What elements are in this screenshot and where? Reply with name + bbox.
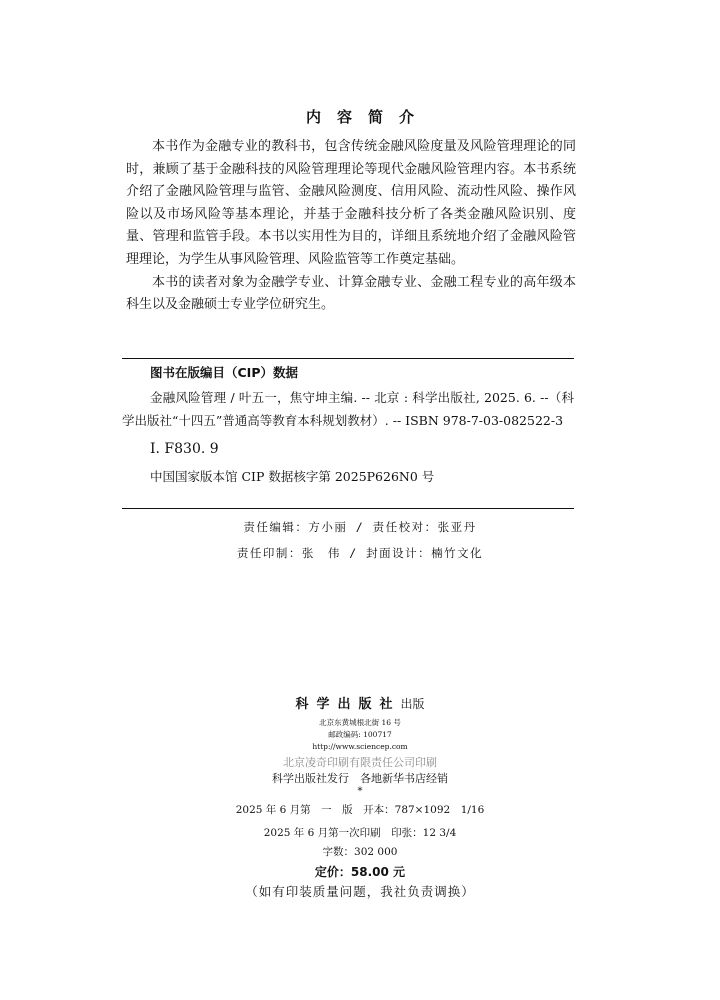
cip-entry: 金融风险管理 / 叶五一，焦守坤主编. -- 北京 : 科学出版社, 2025. 6. --（科学出版社“十四五”普通高等教育本科规划教材）. -- ISBN 978-7-03-082522-3 (122, 390, 574, 428)
credits-editor-line: 责任编辑：方小丽 / 责任校对：张亚丹 (243, 520, 477, 534)
publisher-postcode: 邮政编码: 100717 (328, 730, 392, 739)
price: 定价：58.00 元 (314, 865, 406, 879)
cip-record-number: 中国国家版本馆 CIP 数据核字第 2025P626N0 号 (150, 469, 435, 484)
publisher-suffix: 出版 (400, 697, 425, 711)
publisher-line (0, 692, 720, 717)
printer-line: 北京凌奇印刷有限责任公司印刷 (283, 756, 437, 769)
cip-heading: 图书在版编目（CIP）数据 (150, 365, 298, 380)
cip-top-rule (122, 358, 574, 359)
colophon (0, 692, 720, 902)
summary-text (126, 136, 576, 317)
cip-bottom-rule (122, 508, 574, 509)
cip-classification: Ⅰ. F830. 9 (150, 441, 219, 457)
summary-paragraph: 本书作为金融专业的教科书，包含传统金融风险度量及风险管理理论的同时，兼顾了基于金融科技的风险管理理论等现代金融风险管理内容。本书系统介绍了金融风险管理与监管、金融风险测度、信用风险、流动性风险、操作风险以及市场风险等基本理论，并基于金融科技分析了各类金融风险识别、度量、管理和监管手段。本书以实用性为目的，详细且系统地介绍了金融风险管理理论，为学生从事风险管理、风险监管等工作奠定基础。 (126, 139, 576, 267)
credits-production-line: 责任印制：张 伟 / 封面设计：楠竹文化 (236, 546, 484, 560)
separator-star: * (357, 786, 363, 797)
cip-block (122, 362, 574, 488)
word-count: 字数：302 000 (322, 846, 398, 858)
publisher-address: 北京东黄城根北街 16 号 (319, 718, 401, 727)
summary-paragraph: 本书的读者对象为金融学专业、计算金融专业、金融工程专业的高年级本科生以及金融硕士专业学位研究生。 (126, 274, 576, 313)
quality-notice: （如有印装质量问题，我社负责调换） (245, 884, 475, 899)
summary-title: 内容简介 (305, 108, 430, 126)
publisher-url: http://www.sciencep.com (312, 742, 408, 751)
edition-line: 2025 年 6 月第 一 版 开本：787×1092 1/16 (235, 804, 485, 816)
publisher-name: 科学出版社 (295, 697, 401, 712)
printing-line: 2025 年 6 月第一次印刷 印张：12 3/4 (263, 827, 457, 839)
distribution-line: 科学出版社发行 各地新华书店经销 (272, 772, 448, 785)
credits (0, 514, 720, 566)
